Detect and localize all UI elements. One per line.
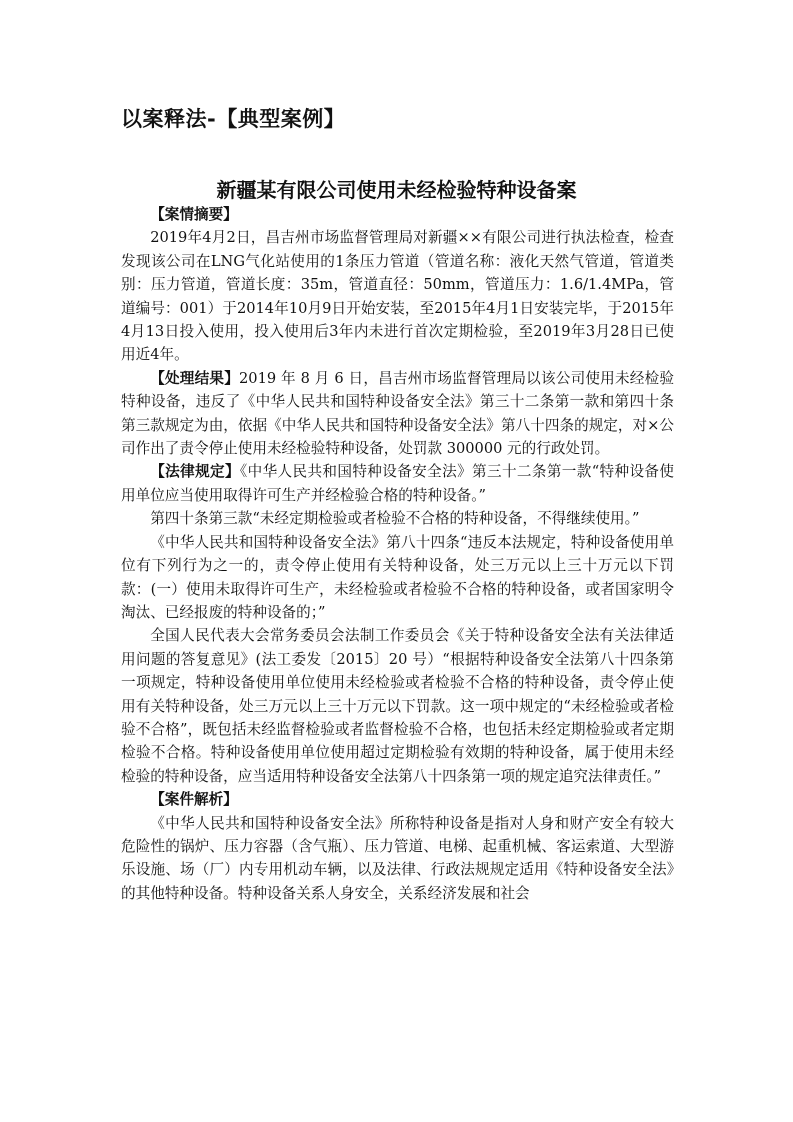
- law-label: 【法律规定】: [150, 463, 240, 481]
- legislative-reply-paragraph: 全国人民代表大会常务委员会法制工作委员会《关于特种设备安全法有关法律适用问题的答复意见》(法工委发〔2015〕20 号）“根据特种设备安全法第八十四条第一项规定，特种设备使用单位使用未经检验或者检验不合格的特种设备，责令停止使用有关特种设备，处三万元以上三十万元以下罚款。这一项中规定的“未经检验或者检验不合格”，既包括未经监督检验或者监督检验不合格，也包括未经定期检验或者定期检验不合格。特种设备使用单位使用超过定期检验有效期的特种设备，属于使用未经检验的特种设备，应当适用特种设备安全法第八十四条第一项的规定追究法律责任。”: [121, 627, 674, 785]
- result-text: 2019 年 8 月 6 日，昌吉州市场监督管理局以该公司使用未经检验特种设备，违反了《中华人民共和国特种设备安全法》第三十二条第一款和第四十条第三款规定为由，依据《中华人民共和国特种设备安全法》第八十四条的规定，对×公司作出了责令停止使用未经检验特种设备，处罚款 300000 元的行政处罚。: [121, 369, 674, 458]
- law-text: 《中华人民共和国特种设备安全法》第三十二条第一款“特种设备使用单位应当使用取得许可生产并经检验合格的特种设备。”: [121, 463, 674, 504]
- law-paragraph: [121, 460, 674, 507]
- analysis-paragraph: 《中华人民共和国特种设备安全法》所称特种设备是指对人身和财产安全有较大危险性的锅炉、压力容器（含气瓶）、压力管道、电梯、起重机械、客运索道、大型游乐设施、场（厂）内专用机动车辆，以及法律、行政法规规定适用《特种设备安全法》的其他特种设备。特种设备关系人身安全，关系经济发展和社会: [121, 814, 674, 902]
- result-paragraph: [121, 367, 674, 461]
- analysis-label: 【案件解析】: [150, 791, 238, 809]
- summary-section-heading: [121, 203, 674, 226]
- case-title: 新疆某有限公司使用未经检验特种设备案: [216, 178, 577, 202]
- document-body: [121, 203, 674, 905]
- summary-paragraph: 2019年4月2日，昌吉州市场监督管理局对新疆××有限公司进行执法检查，检查发现该公司在LNG气化站使用的1条压力管道（管道名称：液化天然气管道，管道类别：压力管道，管道长度：35m，管道直径：50mm，管道压力：1.6/1.4MPa，管道编号：001）于2014年10月9日开始安装，至2015年4月1日安装完毕，于2015年4月13日投入使用，投入使用后3年内未进行首次定期检验，至2019年3月28日已使用近4年。: [121, 229, 674, 364]
- result-label: 【处理结果】: [150, 369, 239, 387]
- law-article-40-paragraph: 第四十条第三款“未经定期检验或者检验不合格的特种设备，不得继续使用。”: [150, 510, 640, 528]
- summary-label: 【案情摘要】: [150, 206, 238, 223]
- analysis-section-heading: [121, 788, 674, 811]
- law-article-84-paragraph: 《中华人民共和国特种设备安全法》第八十四条“违反本法规定，特种设备使用单位有下列行为之一的，责令停止使用有关特种设备，处三万元以上三十万元以下罚款：(一）使用未取得许可生产，未经检验或者检验不合格的特种设备，或者国家明令淘汰、已经报废的特种设备的；”: [121, 533, 674, 621]
- page-header-title: 以案释法-【典型案例】: [121, 107, 346, 131]
